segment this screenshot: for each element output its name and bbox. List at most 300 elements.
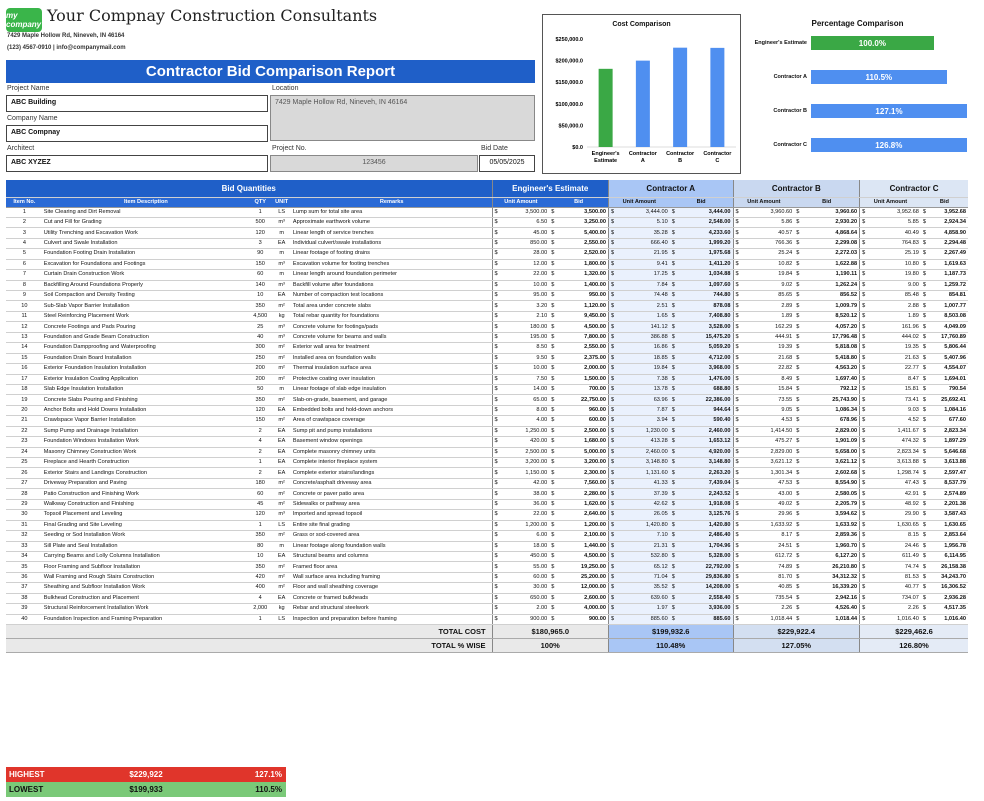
architect-field[interactable]: ABC XYZEZ xyxy=(6,155,268,172)
currency-cell: $ xyxy=(492,478,500,488)
remarks-cell: Total area under concrete slabs xyxy=(292,301,492,311)
x-tick-label: Contractor xyxy=(703,151,732,157)
qty-cell: 350 xyxy=(249,562,271,572)
currency-cell: $ xyxy=(860,332,868,342)
item-description-cell: Culvert and Swale Installation xyxy=(43,238,249,248)
item-description-cell: Foundation Drain Board Installation xyxy=(43,353,249,363)
y-tick-label: $100,000.0 xyxy=(555,101,583,108)
currency-cell: $ xyxy=(670,207,678,217)
ee-unit-amount-cell: 18.00 xyxy=(500,541,549,551)
currency-cell: $ xyxy=(733,374,741,384)
a-bid-cell: 3,968.00 xyxy=(678,364,733,374)
currency-cell: $ xyxy=(608,437,616,447)
c-bid-cell: 5,407.96 xyxy=(929,353,968,363)
currency-cell: $ xyxy=(670,541,678,551)
b-unit-amount-cell: 2.26 xyxy=(741,604,794,614)
currency-cell: $ xyxy=(733,291,741,301)
item-description-cell: Steel Reinforcing Placement Work xyxy=(43,311,249,321)
a-unit-amount-cell: 1,131.60 xyxy=(617,468,670,478)
c-unit-amount-cell: 74.74 xyxy=(868,562,921,572)
c-bid-cell: 1,007.77 xyxy=(929,301,968,311)
item-no-cell: 34 xyxy=(6,551,43,561)
c-bid-cell: 25,692.41 xyxy=(929,395,968,405)
b-unit-amount-cell: 19.39 xyxy=(741,343,794,353)
c-unit-amount-cell: 474.32 xyxy=(868,437,921,447)
currency-cell: $ xyxy=(860,510,868,520)
currency-cell: $ xyxy=(860,384,868,394)
b-bid-cell: 1,633.92 xyxy=(802,520,859,530)
c-bid-cell: 3,587.43 xyxy=(929,510,968,520)
currency-cell: $ xyxy=(492,416,500,426)
unit-cell: m² xyxy=(271,499,291,509)
contractor-b-header: Contractor B xyxy=(733,180,860,197)
ee-unit-amount-cell: 14.00 xyxy=(500,384,549,394)
project-no-field[interactable]: 123456 xyxy=(270,155,478,172)
currency-cell: $ xyxy=(794,364,802,374)
currency-cell: $ xyxy=(921,311,929,321)
currency-cell: $ xyxy=(608,614,616,624)
item-no-cell: 2 xyxy=(6,217,43,227)
a-bid-cell: 5,059.20 xyxy=(678,343,733,353)
currency-cell: $ xyxy=(733,280,741,290)
remarks-cell: Entire site final grading xyxy=(292,520,492,530)
pct-category-label: Contractor A xyxy=(773,74,807,80)
c-bid-cell: 5,806.44 xyxy=(929,343,968,353)
a-unit-amount-cell: 35.52 xyxy=(617,583,670,593)
currency-cell: $ xyxy=(608,207,616,217)
c-unit-amount-cell: 611.49 xyxy=(868,551,921,561)
currency-cell: $ xyxy=(549,614,557,624)
c-unit-amount-cell: 2,823.34 xyxy=(868,447,921,457)
item-description-cell: Foundation Inspection and Framing Preparation xyxy=(43,614,249,624)
table-row xyxy=(6,353,968,363)
remarks-cell: Lump sum for total site area xyxy=(292,207,492,217)
a-bid-cell: 688.80 xyxy=(678,384,733,394)
item-description-cell: Driveway Preparation and Paving xyxy=(43,478,249,488)
currency-cell: $ xyxy=(608,364,616,374)
ee-bid-cell: 2,300.00 xyxy=(557,468,608,478)
currency-cell: $ xyxy=(492,499,500,509)
c-unit-amount-cell: 5.85 xyxy=(868,217,921,227)
a-bid-cell: 3,125.76 xyxy=(678,510,733,520)
ee-bid-cell: 950.00 xyxy=(557,291,608,301)
a-bid-cell: 2,548.00 xyxy=(678,217,733,227)
a-bid-cell: 3,444.00 xyxy=(678,207,733,217)
currency-cell: $ xyxy=(670,416,678,426)
ee-bid-cell: 1,120.00 xyxy=(557,301,608,311)
bid-summary xyxy=(6,767,286,797)
currency-cell: $ xyxy=(670,270,678,280)
pct-row xyxy=(745,138,970,152)
a-unit-amount-cell: 2.51 xyxy=(617,301,670,311)
currency-cell: $ xyxy=(608,604,616,614)
unit-cell: m² xyxy=(271,572,291,582)
currency-cell: $ xyxy=(670,510,678,520)
qty-cell: 60 xyxy=(249,489,271,499)
qty-cell: 2,000 xyxy=(249,604,271,614)
currency-cell: $ xyxy=(794,249,802,259)
a-unit-amount-cell: 3.94 xyxy=(617,416,670,426)
a-bid-cell: 1,653.12 xyxy=(678,437,733,447)
b-unit-amount-cell: 85.65 xyxy=(741,291,794,301)
location-field[interactable]: 7429 Maple Hollow Rd, Nineveh, IN 46164 xyxy=(270,95,535,141)
currency-cell: $ xyxy=(670,353,678,363)
highest-row xyxy=(6,767,286,782)
a-bid-cell: 1,034.88 xyxy=(678,270,733,280)
b-bid-cell: 2,299.08 xyxy=(802,238,859,248)
x-tick-label: Engineer's xyxy=(591,151,620,157)
unit-cell: m³ xyxy=(271,322,291,332)
bar-1 xyxy=(599,69,613,147)
c-unit-amount-cell: 10.80 xyxy=(868,259,921,269)
currency-cell: $ xyxy=(860,614,868,624)
c-bid-cell: 1,694.01 xyxy=(929,374,968,384)
currency-cell: $ xyxy=(608,343,616,353)
qty-cell: 4 xyxy=(249,593,271,603)
c-unit-amount-cell: 85.48 xyxy=(868,291,921,301)
currency-cell: $ xyxy=(794,270,802,280)
company-contact: (123) 4567-0910 | info@companymail.com xyxy=(7,45,126,51)
currency-cell: $ xyxy=(492,343,500,353)
a-bid-cell: 2,460.00 xyxy=(678,426,733,436)
b-unit-amount-cell: 766.36 xyxy=(741,238,794,248)
table-row xyxy=(6,322,968,332)
remarks-cell: Concrete volume for beams and walls xyxy=(292,332,492,342)
a-bid-cell: 15,475.20 xyxy=(678,332,733,342)
currency-cell: $ xyxy=(492,405,500,415)
b-unit-amount-cell: 8.17 xyxy=(741,531,794,541)
currency-cell: $ xyxy=(608,478,616,488)
bid-date-field[interactable]: 05/05/2025 xyxy=(479,155,535,172)
currency-cell: $ xyxy=(670,332,678,342)
currency-cell: $ xyxy=(860,604,868,614)
b-unit-amount-cell: 22.82 xyxy=(741,364,794,374)
currency-cell: $ xyxy=(608,217,616,227)
currency-cell: $ xyxy=(670,374,678,384)
c-unit-amount-cell: 1.89 xyxy=(868,311,921,321)
currency-cell: $ xyxy=(860,593,868,603)
bid-quantities-table xyxy=(6,180,968,653)
currency-cell: $ xyxy=(549,343,557,353)
currency-cell: $ xyxy=(549,395,557,405)
col-a-unit-amount: Unit Amount xyxy=(608,197,669,207)
ee-unit-amount-cell: 95.00 xyxy=(500,291,549,301)
table-row xyxy=(6,311,968,321)
item-no-cell: 30 xyxy=(6,510,43,520)
currency-cell: $ xyxy=(921,291,929,301)
ee-unit-amount-cell: 2,500.00 xyxy=(500,447,549,457)
currency-cell: $ xyxy=(549,531,557,541)
b-bid-cell: 26,210.80 xyxy=(802,562,859,572)
currency-cell: $ xyxy=(860,364,868,374)
currency-cell: $ xyxy=(794,395,802,405)
a-unit-amount-cell: 16.86 xyxy=(617,343,670,353)
pct-bar: 100.0% xyxy=(811,36,934,50)
col-item-no: Item No. xyxy=(6,197,43,207)
item-no-cell: 29 xyxy=(6,499,43,509)
pct-row xyxy=(745,70,970,84)
currency-cell: $ xyxy=(733,332,741,342)
currency-cell: $ xyxy=(860,207,868,217)
remarks-cell: Concrete/asphalt driveway area xyxy=(292,478,492,488)
a-unit-amount-cell: 639.60 xyxy=(617,593,670,603)
currency-cell: $ xyxy=(860,572,868,582)
currency-cell: $ xyxy=(608,353,616,363)
currency-cell: $ xyxy=(860,217,868,227)
item-no-cell: 15 xyxy=(6,353,43,363)
ee-unit-amount-cell: 22.00 xyxy=(500,510,549,520)
c-bid-cell: 2,597.47 xyxy=(929,468,968,478)
c-bid-cell: 2,853.64 xyxy=(929,531,968,541)
total-pct-row xyxy=(6,639,968,653)
ee-unit-amount-cell: 36.00 xyxy=(500,499,549,509)
ee-unit-amount-cell: 30.00 xyxy=(500,583,549,593)
currency-cell: $ xyxy=(549,468,557,478)
item-description-cell: Concrete Slabs Pouring and Finishing xyxy=(43,395,249,405)
currency-cell: $ xyxy=(670,405,678,415)
a-unit-amount-cell: 666.40 xyxy=(617,238,670,248)
company-address: 7429 Maple Hollow Rd, Nineveh, IN 46164 xyxy=(7,33,125,39)
currency-cell: $ xyxy=(921,217,929,227)
ee-unit-amount-cell: 4.00 xyxy=(500,416,549,426)
c-unit-amount-cell: 4.52 xyxy=(868,416,921,426)
item-description-cell: Foundation Windows Installation Work xyxy=(43,437,249,447)
remarks-cell: Complete interior fireplace system xyxy=(292,458,492,468)
currency-cell: $ xyxy=(608,583,616,593)
currency-cell: $ xyxy=(733,228,741,238)
remarks-cell: Embedded bolts and hold-down anchors xyxy=(292,405,492,415)
currency-cell: $ xyxy=(549,280,557,290)
ee-bid-cell: 600.00 xyxy=(557,416,608,426)
unit-cell: EA xyxy=(271,551,291,561)
currency-cell: $ xyxy=(921,437,929,447)
unit-cell: EA xyxy=(271,593,291,603)
b-unit-amount-cell: 21.68 xyxy=(741,353,794,363)
a-bid-cell: 29,836.80 xyxy=(678,572,733,582)
currency-cell: $ xyxy=(733,353,741,363)
y-tick-label: $50,000.0 xyxy=(558,123,583,130)
currency-cell: $ xyxy=(549,217,557,227)
currency-cell: $ xyxy=(921,259,929,269)
b-bid-cell: 2,602.68 xyxy=(802,468,859,478)
qty-cell: 2 xyxy=(249,426,271,436)
b-unit-amount-cell: 74.89 xyxy=(741,562,794,572)
ee-unit-amount-cell: 420.00 xyxy=(500,437,549,447)
currency-cell: $ xyxy=(549,520,557,530)
table-row xyxy=(6,405,968,415)
currency-cell: $ xyxy=(670,551,678,561)
col-b-unit-amount: Unit Amount xyxy=(733,197,794,207)
c-bid-cell: 2,267.49 xyxy=(929,249,968,259)
ee-unit-amount-cell: 65.00 xyxy=(500,395,549,405)
currency-cell: $ xyxy=(921,207,929,217)
y-tick-label: $200,000.0 xyxy=(555,58,583,65)
c-unit-amount-cell: 9.03 xyxy=(868,405,921,415)
c-bid-cell: 2,823.34 xyxy=(929,426,968,436)
qty-cell: 350 xyxy=(249,531,271,541)
currency-cell: $ xyxy=(608,593,616,603)
currency-cell: $ xyxy=(733,551,741,561)
currency-cell: $ xyxy=(921,583,929,593)
b-bid-cell: 1,009.79 xyxy=(802,301,859,311)
b-bid-cell: 16,339.20 xyxy=(802,583,859,593)
unit-cell: EA xyxy=(271,458,291,468)
a-bid-cell: 4,233.60 xyxy=(678,228,733,238)
qty-cell: 250 xyxy=(249,353,271,363)
unit-cell: EA xyxy=(271,437,291,447)
x-tick-label: B xyxy=(678,158,683,164)
currency-cell: $ xyxy=(794,426,802,436)
b-bid-cell: 2,942.16 xyxy=(802,593,859,603)
item-no-cell: 8 xyxy=(6,280,43,290)
qty-cell: 90 xyxy=(249,249,271,259)
qty-cell: 150 xyxy=(249,259,271,269)
c-unit-amount-cell: 15.81 xyxy=(868,384,921,394)
table-row xyxy=(6,437,968,447)
a-unit-amount-cell: 413.28 xyxy=(617,437,670,447)
project-name-field[interactable]: ABC Building xyxy=(6,95,268,112)
qty-cell: 60 xyxy=(249,270,271,280)
currency-cell: $ xyxy=(794,468,802,478)
currency-cell: $ xyxy=(608,270,616,280)
cost-chart-title: Cost Comparison xyxy=(612,21,671,28)
currency-cell: $ xyxy=(794,311,802,321)
currency-cell: $ xyxy=(492,489,500,499)
currency-cell: $ xyxy=(670,228,678,238)
ee-unit-amount-cell: 10.00 xyxy=(500,364,549,374)
c-bid-cell: 2,294.48 xyxy=(929,238,968,248)
currency-cell: $ xyxy=(921,228,929,238)
item-description-cell: Carrying Beams and Lolly Columns Installation xyxy=(43,551,249,561)
currency-cell: $ xyxy=(492,280,500,290)
item-description-cell: Site Clearing and Dirt Removal xyxy=(43,207,249,217)
company-logo: my company xyxy=(6,8,42,32)
remarks-cell: Imported and spread topsoil xyxy=(292,510,492,520)
b-unit-amount-cell: 444.91 xyxy=(741,332,794,342)
unit-cell: m² xyxy=(271,416,291,426)
c-unit-amount-cell: 734.07 xyxy=(868,593,921,603)
b-unit-amount-cell: 612.72 xyxy=(741,551,794,561)
a-unit-amount-cell: 71.04 xyxy=(617,572,670,582)
ee-bid-cell: 2,640.00 xyxy=(557,510,608,520)
currency-cell: $ xyxy=(794,447,802,457)
a-bid-cell: 1,918.08 xyxy=(678,499,733,509)
item-no-cell: 14 xyxy=(6,343,43,353)
ee-unit-amount-cell: 450.00 xyxy=(500,551,549,561)
ee-bid-cell: 19,250.00 xyxy=(557,562,608,572)
currency-cell: $ xyxy=(860,395,868,405)
engineers-estimate-header: Engineer's Estimate xyxy=(492,180,608,197)
currency-cell: $ xyxy=(549,405,557,415)
c-unit-amount-cell: 48.92 xyxy=(868,499,921,509)
c-bid-cell: 4,517.35 xyxy=(929,604,968,614)
currency-cell: $ xyxy=(549,478,557,488)
b-unit-amount-cell: 162.29 xyxy=(741,322,794,332)
table-row xyxy=(6,510,968,520)
b-bid-cell: 2,829.00 xyxy=(802,426,859,436)
item-description-cell: Foundation and Grade Beam Construction xyxy=(43,332,249,342)
b-bid-cell: 5,418.80 xyxy=(802,353,859,363)
currency-cell: $ xyxy=(921,499,929,509)
pct-bar: 127.1% xyxy=(811,104,967,118)
item-no-cell: 28 xyxy=(6,489,43,499)
currency-cell: $ xyxy=(733,405,741,415)
table-row xyxy=(6,551,968,561)
qty-cell: 2 xyxy=(249,468,271,478)
currency-cell: $ xyxy=(733,489,741,499)
c-bid-cell: 3,952.68 xyxy=(929,207,968,217)
c-unit-amount-cell: 47.43 xyxy=(868,478,921,488)
highest-label: HIGHEST xyxy=(9,770,45,779)
item-no-cell: 36 xyxy=(6,572,43,582)
highest-pct: 127.1% xyxy=(254,770,282,779)
remarks-cell: Concrete or framed bulkheads xyxy=(292,593,492,603)
item-no-cell: 38 xyxy=(6,593,43,603)
currency-cell: $ xyxy=(921,593,929,603)
a-unit-amount-cell: 1.65 xyxy=(617,311,670,321)
currency-cell: $ xyxy=(492,468,500,478)
item-no-cell: 25 xyxy=(6,458,43,468)
currency-cell: $ xyxy=(733,604,741,614)
qty-cell: 350 xyxy=(249,301,271,311)
item-no-cell: 32 xyxy=(6,531,43,541)
currency-cell: $ xyxy=(492,583,500,593)
currency-cell: $ xyxy=(608,489,616,499)
currency-cell: $ xyxy=(921,374,929,384)
currency-cell: $ xyxy=(921,416,929,426)
currency-cell: $ xyxy=(670,311,678,321)
remarks-cell: Installed area on foundation walls xyxy=(292,353,492,363)
qty-cell: 10 xyxy=(249,291,271,301)
table-row xyxy=(6,583,968,593)
currency-cell: $ xyxy=(733,249,741,259)
c-bid-cell: 854.81 xyxy=(929,291,968,301)
currency-cell: $ xyxy=(549,458,557,468)
currency-cell: $ xyxy=(733,384,741,394)
currency-cell: $ xyxy=(670,426,678,436)
item-no-cell: 21 xyxy=(6,416,43,426)
company-name-field[interactable]: ABC Compnay xyxy=(6,125,268,142)
b-unit-amount-cell: 8.49 xyxy=(741,374,794,384)
ee-unit-amount-cell: 10.00 xyxy=(500,280,549,290)
unit-cell: m xyxy=(271,228,291,238)
currency-cell: $ xyxy=(794,499,802,509)
currency-cell: $ xyxy=(794,614,802,624)
table-row xyxy=(6,249,968,259)
unit-cell: m² xyxy=(271,343,291,353)
currency-cell: $ xyxy=(670,458,678,468)
currency-cell: $ xyxy=(608,510,616,520)
remarks-cell: Linear footage of footing drains xyxy=(292,249,492,259)
qty-cell: 1 xyxy=(249,207,271,217)
b-unit-amount-cell: 1,301.34 xyxy=(741,468,794,478)
a-unit-amount-cell: 7.38 xyxy=(617,374,670,384)
c-bid-cell: 4,554.07 xyxy=(929,364,968,374)
currency-cell: $ xyxy=(921,353,929,363)
currency-cell: $ xyxy=(860,322,868,332)
currency-cell: $ xyxy=(670,259,678,269)
unit-cell: m³ xyxy=(271,217,291,227)
pct-category-label: Engineer's Estimate xyxy=(754,40,807,46)
c-bid-cell: 3,613.88 xyxy=(929,458,968,468)
a-unit-amount-cell: 1.97 xyxy=(617,604,670,614)
currency-cell: $ xyxy=(794,207,802,217)
ee-unit-amount-cell: 8.00 xyxy=(500,405,549,415)
qty-cell: 140 xyxy=(249,280,271,290)
table-row xyxy=(6,489,968,499)
currency-cell: $ xyxy=(794,217,802,227)
qty-cell: 1 xyxy=(249,614,271,624)
